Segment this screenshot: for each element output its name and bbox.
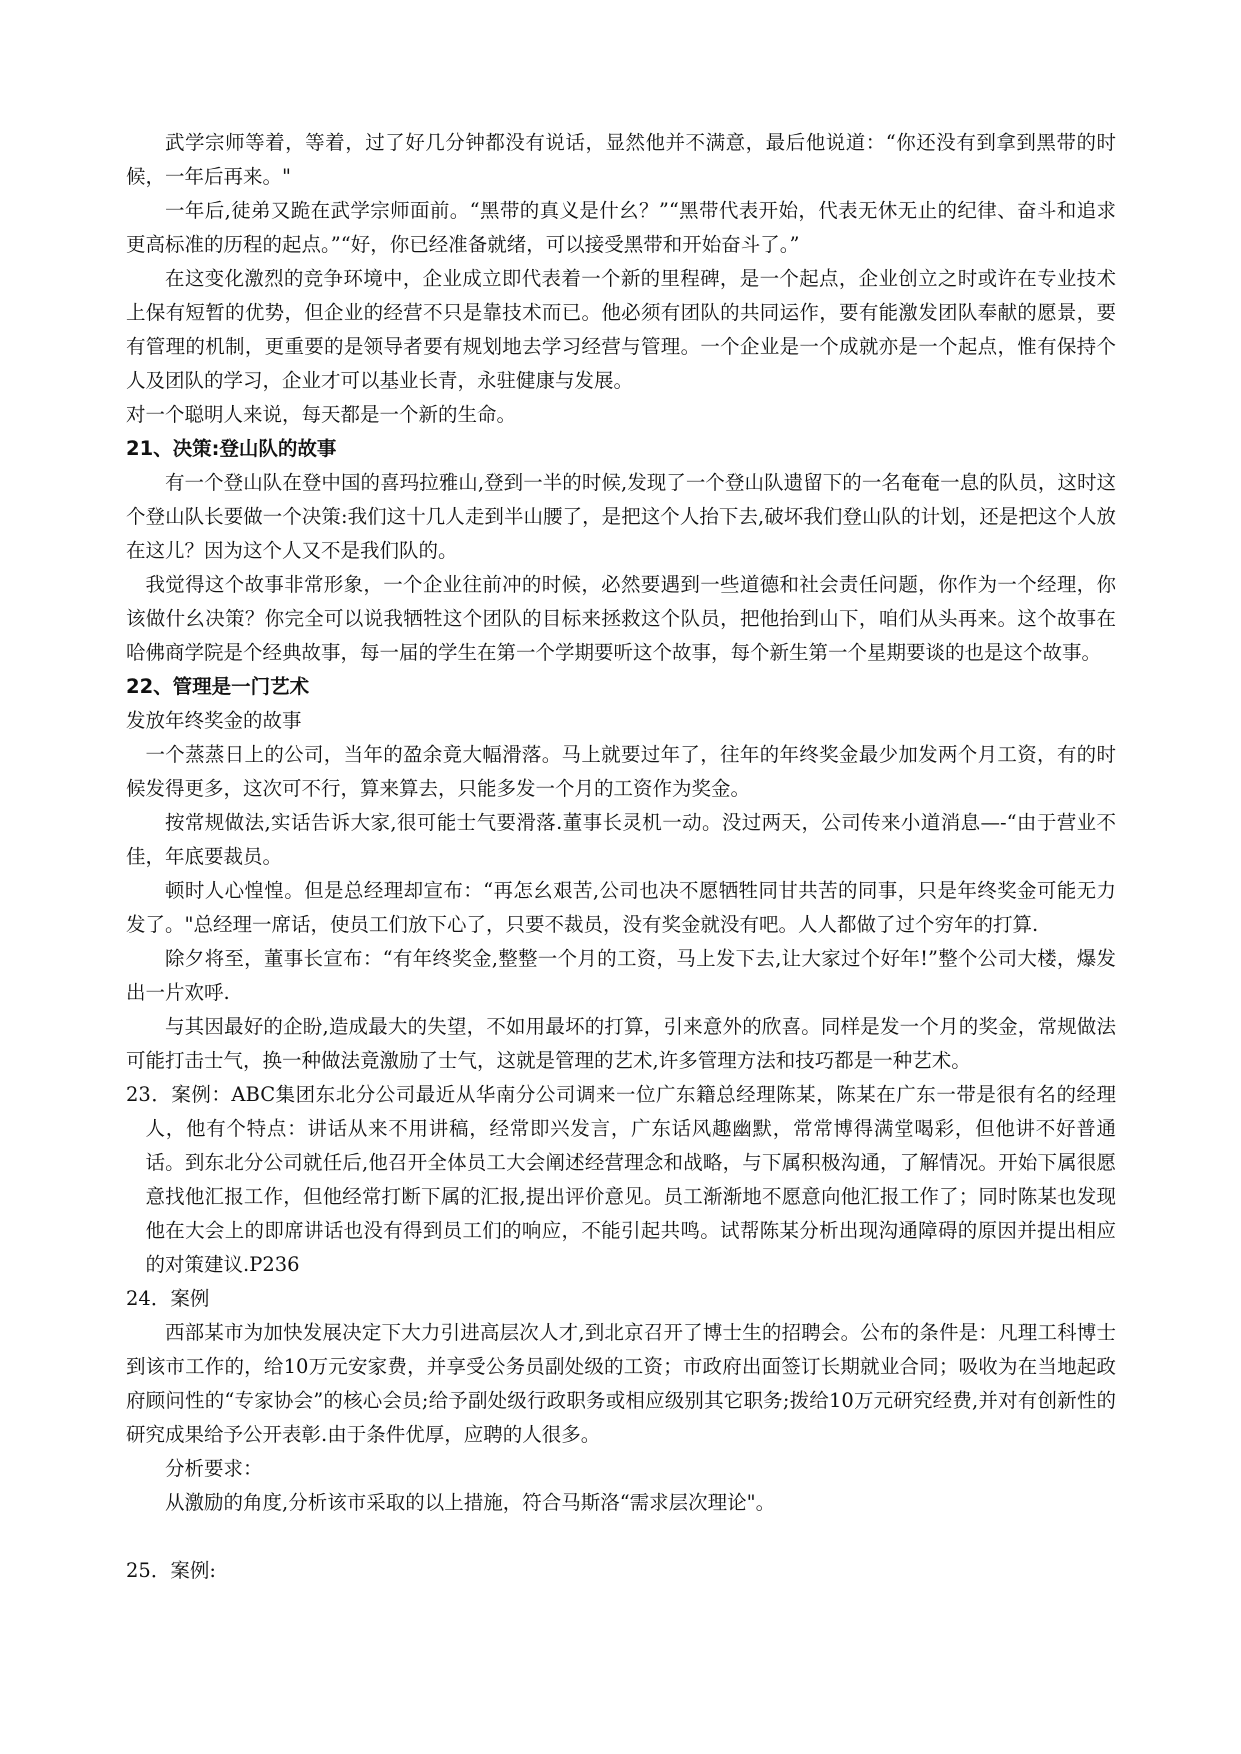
paragraph: 与其因最好的企盼,造成最大的失望，不如用最坏的打算，引来意外的欣喜。同样是发一个月的奖金，常规做法可能打击士气，换一种做法竟激励了士气，这就是管理的艺术,许多管理方法和技巧都是一种艺术。 (126, 1015, 1116, 1072)
case-24-heading: 24．案例 (126, 1287, 210, 1310)
document-page (126, 126, 1116, 1588)
spacer (126, 1520, 1116, 1554)
paragraph: 对一个聪明人来说，每天都是一个新的生命。 (126, 403, 517, 426)
paragraph: 一年后,徒弟又跪在武学宗师面前。“黑带的真义是什幺？”“黑带代表开始，代表无休无止的纪律、奋斗和追求更高标准的历程的起点。”“好，你已经准备就绪，可以接受黑带和开始奋斗了。” (126, 199, 1116, 256)
subheading: 发放年终奖金的故事 (126, 709, 302, 732)
analysis-label: 分析要求： (165, 1457, 263, 1480)
paragraph: 在这变化激烈的竞争环境中，企业成立即代表着一个新的里程碑，是一个起点，企业创立之时或许在专业技术上保有短暂的优势，但企业的经营不只是靠技术而已。他必须有团队的共同运作，要有能激发团队奉献的愿景，要有管理的机制，更重要的是领导者要有规划地去学习经营与管理。一个企业是一个成就亦是一个起点，惟有保持个人及团队的学习，企业才可以基业长青，永驻健康与发展。 (126, 267, 1116, 392)
paragraph: 顿时人心惶惶。但是总经理却宣布：“再怎幺艰苦,公司也决不愿牺牲同甘共苦的同事，只是年终奖金可能无力发了。"总经理一席话，使员工们放下心了，只要不裁员，没有奖金就没有吧。人人都做了过个穷年的打算. (126, 879, 1116, 936)
paragraph: 武学宗师等着，等着，过了好几分钟都没有说话，显然他并不满意，最后他说道：“你还没有到拿到黑带的时候，一年后再来。" (126, 131, 1116, 188)
paragraph: 一个蒸蒸日上的公司，当年的盈余竟大幅滑落。马上就要过年了，往年的年终奖金最少加发两个月工资，有的时候发得更多，这次可不行，算来算去，只能多发一个月的工资作为奖金。 (126, 743, 1116, 800)
paragraph: 按常规做法,实话告诉大家,很可能士气要滑落.董事长灵机一动。没过两天，公司传来小道消息—-“由于营业不佳，年底要裁员。 (126, 811, 1116, 868)
paragraph: 西部某市为加快发展决定下大力引进高层次人才,到北京召开了博士生的招聘会。公布的条件是：凡理工科博士到该市工作的，给10万元安家费，并享受公务员副处级的工资；市政府出面签订长期就业合同；吸收为在当地起政府顾问性的“专家协会”的核心会员;给予副处级行政职务或相应级别其它职务;拨给10万元研究经费,并对有创新性的研究成果给予公开表彰.由于条件优厚，应聘的人很多。 (126, 1321, 1116, 1446)
case-25-heading: 25．案例: (126, 1559, 216, 1582)
paragraph: 除夕将至，董事长宣布：“有年终奖金,整整一个月的工资，马上发下去,让大家过个好年!”整个公司大楼，爆发出一片欢呼. (126, 947, 1116, 1004)
case-23: 23．案例：ABC集团东北分公司最近从华南分公司调来一位广东籍总经理陈某，陈某在广东一带是很有名的经理人，他有个特点：讲话从来不用讲稿，经常即兴发言，广东话风趣幽默，常常博得满堂喝彩，但他讲不好普通话。到东北分公司就任后,他召开全体员工大会阐述经营理念和战略，与下属积极沟通，了解情况。开始下属很愿意找他汇报工作，但他经常打断下属的汇报,提出评价意见。员工渐渐地不愿意向他汇报工作了；同时陈某也发现他在大会上的即席讲话也没有得到员工们的响应，不能引起共鸣。试帮陈某分析出现沟通障碍的原因并提出相应的对策建议.P236 (126, 1083, 1116, 1276)
paragraph: 有一个登山队在登中国的喜玛拉雅山,登到一半的时候,发现了一个登山队遗留下的一名奄奄一息的队员，这时这个登山队长要做一个决策:我们这十几人走到半山腰了，是把这个人抬下去,破坏我们登山队的计划，还是把这个人放在这儿？因为这个人又不是我们队的。 (126, 471, 1116, 562)
section-heading-22: 22、管理是一门艺术 (126, 675, 310, 698)
section-heading-21: 21、决策:登山队的故事 (126, 437, 337, 460)
paragraph: 我觉得这个故事非常形象，一个企业往前冲的时候，必然要遇到一些道德和社会责任问题，你作为一个经理，你该做什幺决策？你完全可以说我牺牲这个团队的目标来拯救这个队员，把他抬到山下，咱们从头再来。这个故事在哈佛商学院是个经典故事，每一届的学生在第一个学期要听这个故事，每个新生第一个星期要谈的也是这个故事。 (126, 573, 1116, 664)
paragraph: 从激励的角度,分析该市采取的以上措施，符合马斯洛“需求层次理论"。 (165, 1491, 776, 1514)
